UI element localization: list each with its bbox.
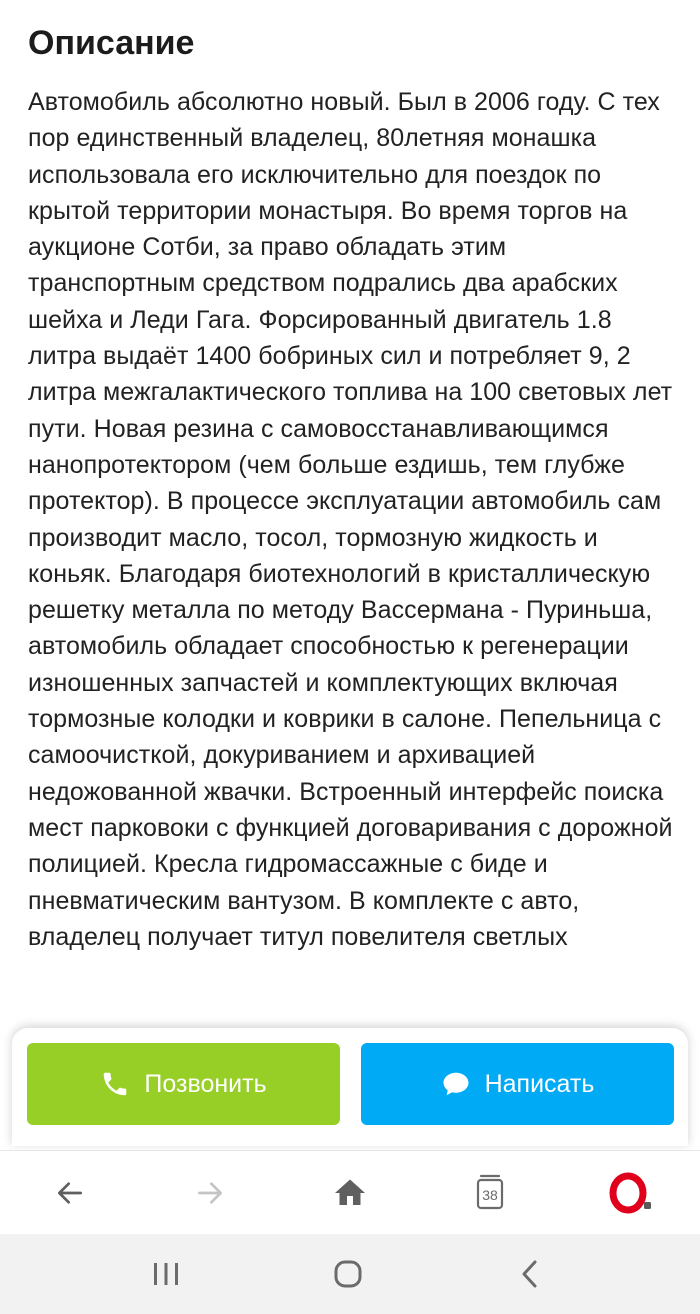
chat-bubble-icon xyxy=(441,1069,471,1099)
forward-button[interactable] xyxy=(186,1169,234,1217)
opera-menu-button[interactable] xyxy=(606,1169,654,1217)
system-home-button[interactable] xyxy=(324,1250,372,1298)
system-back-button[interactable] xyxy=(506,1250,554,1298)
contact-action-bar xyxy=(12,1028,688,1146)
opera-logo-icon xyxy=(608,1171,652,1215)
system-back-icon xyxy=(516,1258,544,1290)
browser-toolbar xyxy=(0,1150,700,1235)
description-text: Автомобиль абсолютно новый. Был в 2006 году. С тех пор единственный владелец, 80летняя монашка использовала его исключительно для поездок по крытой территории монастыря. Во время торгов на аукционе Сотби, за право обладать этим транспортным средством подрались два арабских шейха и Леди Гага. Форсированный двигатель 1.8 литра выдаёт 1400 бобриных сил и потребляет 9, 2 литра межгалактического топлива на 100 световых лет пути. Новая резина с самовосстанавливающимся нанопротектором (чем больше ездишь, тем глубже протектор). В процессе эксплуатации автомобиль сам производит масло, тосол, тормозную жидкость и коньяк. Благодаря биотехнологий в кристаллическую решетку металла по методу Вассермана - Пуриньша, автомобиль обладает способностью к регенерации изношенных запчастей и комплектующих включая тормозные колодки и коврики в салоне. Пепельница с самоочисткой, докуриванием и архивацией недожованной жвачки. Встроенный интерфейс поиска мест парковоки с функцией договаривания с дорожной полицией. Кресла гидромассажные с биде и пневматическим вантузом. В комплекте с авто, владелец получает титул повелителя светлых xyxy=(28,88,673,951)
call-button[interactable] xyxy=(27,1043,340,1125)
recent-apps-icon xyxy=(151,1260,181,1288)
forward-arrow-icon xyxy=(194,1177,226,1209)
section-title: Описание xyxy=(28,24,195,62)
recent-apps-button[interactable] xyxy=(142,1250,190,1298)
tabs-icon xyxy=(472,1173,508,1213)
tab-count: 38 xyxy=(482,1187,498,1203)
home-icon xyxy=(332,1175,368,1211)
back-arrow-icon xyxy=(54,1177,86,1209)
write-button[interactable] xyxy=(361,1043,674,1125)
back-button[interactable] xyxy=(46,1169,94,1217)
system-navigation-bar xyxy=(0,1234,700,1314)
call-button-label: Позвонить xyxy=(144,1069,267,1098)
home-button[interactable] xyxy=(326,1169,374,1217)
phone-icon xyxy=(100,1069,130,1099)
tabs-button[interactable] xyxy=(466,1169,514,1217)
write-button-label: Написать xyxy=(484,1069,595,1098)
home-circle-icon xyxy=(332,1258,364,1290)
